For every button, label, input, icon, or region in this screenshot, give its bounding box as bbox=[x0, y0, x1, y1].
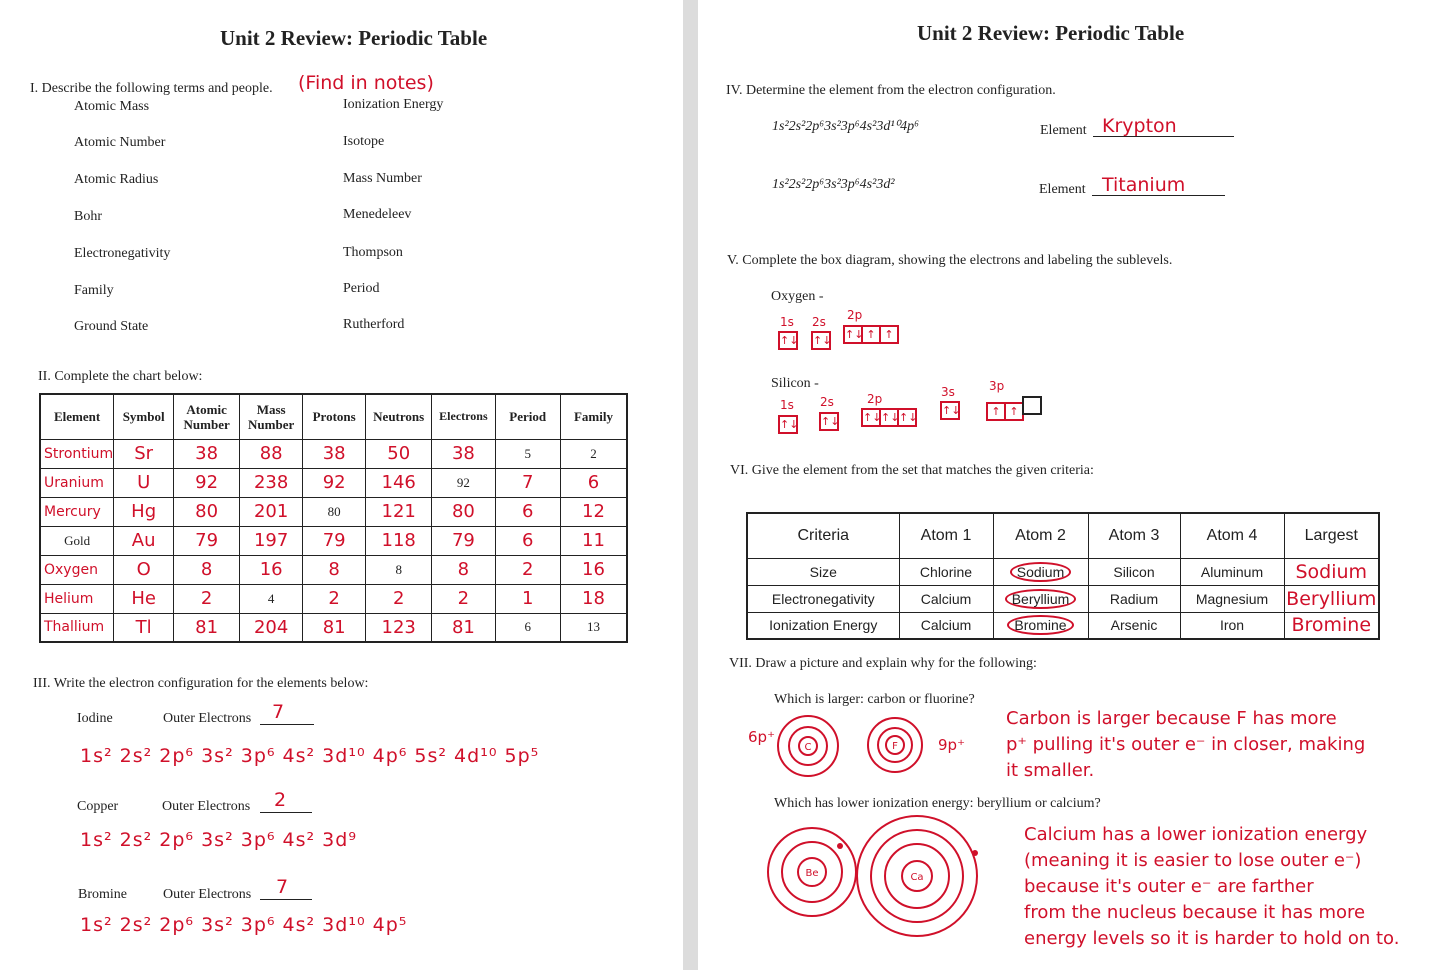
section-iii-prompt: III. Write the electron configuration for the elements below: bbox=[33, 676, 369, 691]
outer-electrons-label: Outer Electrons bbox=[162, 799, 251, 814]
answer-line: energy levels so it is harder to hold on to. bbox=[1024, 928, 1400, 949]
column-header: Largest bbox=[1284, 513, 1379, 558]
answer-blank bbox=[260, 899, 312, 900]
term: Mass Number bbox=[343, 171, 422, 186]
table-cell: Sr bbox=[114, 439, 174, 468]
table-row bbox=[40, 468, 627, 497]
answer-line: Calcium has a lower ionization energy bbox=[1024, 824, 1368, 845]
carbon-fluorine-drawing bbox=[748, 712, 978, 792]
table-cell: 2 bbox=[495, 555, 560, 584]
electron-config-given: 1s²2s²2p⁶3s²3p⁶4s²3d¹⁰4p⁶ bbox=[772, 119, 919, 134]
table-cell: 146 bbox=[366, 468, 432, 497]
page-title: Unit 2 Review: Periodic Table bbox=[220, 26, 488, 50]
sublevel-label: 3s bbox=[941, 385, 955, 399]
table-cell: 11 bbox=[560, 526, 627, 555]
table-cell: Arsenic bbox=[1088, 612, 1180, 639]
page-title: Unit 2 Review: Periodic Table bbox=[917, 21, 1185, 45]
column-header: Element bbox=[40, 394, 114, 439]
table-cell: O bbox=[114, 555, 174, 584]
column-header: Criteria bbox=[747, 513, 899, 558]
table-row bbox=[40, 613, 627, 642]
orbital-group bbox=[819, 412, 840, 431]
orbital-group bbox=[778, 331, 799, 350]
table-cell: 2 bbox=[432, 584, 495, 613]
table-cell: Radium bbox=[1088, 585, 1180, 612]
sublevel-label: 1s bbox=[780, 315, 794, 329]
sublevel-label: 1s bbox=[780, 398, 794, 412]
orbital-box: ↑↓ bbox=[897, 408, 917, 427]
table-cell bbox=[993, 612, 1088, 639]
orbital-box: ↑ bbox=[986, 402, 1006, 421]
table-cell: Oxygen bbox=[40, 555, 114, 584]
column-header: Atom 2 bbox=[993, 513, 1088, 558]
table-cell: 6 bbox=[560, 468, 627, 497]
orbital-group bbox=[843, 325, 897, 344]
answer-carbon-fluorine bbox=[1006, 706, 1365, 784]
table-cell bbox=[993, 585, 1088, 612]
right-page bbox=[698, 0, 1444, 970]
table-cell: 81 bbox=[303, 613, 366, 642]
table-cell: 123 bbox=[366, 613, 432, 642]
table-cell: 204 bbox=[240, 613, 303, 642]
electron-config-answer: 1s² 2s² 2p⁶ 3s² 3p⁶ 4s² 3d¹⁰ 4p⁵ bbox=[80, 914, 408, 936]
table-row bbox=[40, 555, 627, 584]
table-cell: 88 bbox=[240, 439, 303, 468]
left-page bbox=[0, 0, 683, 970]
table-cell: 38 bbox=[174, 439, 240, 468]
element-name: Bromine bbox=[78, 887, 127, 902]
orbital-box: ↑↓ bbox=[940, 401, 960, 420]
table-cell: Electronegativity bbox=[747, 585, 899, 612]
table-row bbox=[40, 439, 627, 468]
table-cell: 6 bbox=[495, 497, 560, 526]
table-cell: 13 bbox=[560, 613, 627, 642]
orbital-box: ↑↓ bbox=[811, 331, 831, 350]
term: Period bbox=[343, 281, 380, 296]
table-cell: 121 bbox=[366, 497, 432, 526]
table-cell: 79 bbox=[174, 526, 240, 555]
table-cell: 38 bbox=[303, 439, 366, 468]
term: Thompson bbox=[343, 245, 403, 260]
beryllium-symbol: Be bbox=[805, 868, 819, 879]
table-cell: 16 bbox=[560, 555, 627, 584]
table-cell: 92 bbox=[303, 468, 366, 497]
table-cell: 8 bbox=[174, 555, 240, 584]
column-header: Symbol bbox=[114, 394, 174, 439]
element-name: Copper bbox=[77, 799, 119, 814]
answer-blank bbox=[260, 812, 312, 813]
carbon-proton-label: 6p⁺ bbox=[748, 728, 775, 746]
table-cell: Iron bbox=[1180, 612, 1284, 639]
orbital-group bbox=[986, 396, 1040, 421]
column-header: Family bbox=[560, 394, 627, 439]
orbital-group bbox=[861, 408, 918, 427]
table-cell: 2 bbox=[303, 584, 366, 613]
table-cell: 7 bbox=[495, 468, 560, 497]
table-cell: 6 bbox=[495, 526, 560, 555]
sublevel-label: 2p bbox=[867, 392, 883, 406]
outer-electrons-answer: 7 bbox=[276, 876, 289, 898]
table-cell: 92 bbox=[432, 468, 495, 497]
table-cell: 80 bbox=[432, 497, 495, 526]
table-cell: Aluminum bbox=[1180, 558, 1284, 585]
sublevel-label: 2s bbox=[812, 315, 826, 329]
column-header: Atom 4 bbox=[1180, 513, 1284, 558]
sublevel-label: 2s bbox=[820, 395, 834, 409]
table-cell: 79 bbox=[432, 526, 495, 555]
table-cell: 8 bbox=[366, 555, 432, 584]
outer-electrons-label: Outer Electrons bbox=[163, 887, 252, 902]
table-cell bbox=[993, 558, 1088, 585]
orbital-group bbox=[778, 415, 799, 434]
fluorine-proton-label: 9p⁺ bbox=[938, 736, 965, 754]
orbital-box: ↑↓ bbox=[778, 415, 798, 434]
table-row bbox=[40, 584, 627, 613]
table-cell: Sodium bbox=[1284, 558, 1379, 585]
outer-electrons-label: Outer Electrons bbox=[163, 711, 252, 726]
criteria-table bbox=[746, 512, 1380, 640]
column-header: Neutrons bbox=[366, 394, 432, 439]
table-cell: 81 bbox=[174, 613, 240, 642]
calcium-symbol: Ca bbox=[910, 872, 924, 883]
answer-line: because it's outer e⁻ are farther bbox=[1024, 876, 1314, 897]
table-cell: 92 bbox=[174, 468, 240, 497]
table-cell: 5 bbox=[495, 439, 560, 468]
outer-electrons-answer: 7 bbox=[272, 701, 285, 723]
table-row bbox=[747, 585, 1379, 612]
table-cell: Size bbox=[747, 558, 899, 585]
element-answer: Titanium bbox=[1102, 174, 1186, 196]
table-cell: 8 bbox=[432, 555, 495, 584]
answer-line: it smaller. bbox=[1006, 760, 1095, 781]
table-cell: Silicon bbox=[1088, 558, 1180, 585]
term: Atomic Number bbox=[74, 135, 166, 150]
electron-config-answer: 1s² 2s² 2p⁶ 3s² 3p⁶ 4s² 3d¹⁰ 4p⁶ 5s² 4d¹⁰ 5p⁵ bbox=[80, 745, 540, 767]
circled-answer: Sodium bbox=[1010, 562, 1071, 582]
table-row bbox=[747, 612, 1379, 639]
section-vii-prompt: VII. Draw a picture and explain why for the following: bbox=[729, 656, 1037, 671]
section-iv-prompt: IV. Determine the element from the electron configuration. bbox=[726, 83, 1056, 98]
element-chart bbox=[39, 393, 628, 643]
section-vi-prompt: VI. Give the element from the set that matches the given criteria: bbox=[730, 463, 1094, 478]
table-cell: Calcium bbox=[899, 612, 993, 639]
table-cell: 197 bbox=[240, 526, 303, 555]
table-cell: 16 bbox=[240, 555, 303, 584]
term: Ground State bbox=[74, 319, 149, 334]
table-cell: Mercury bbox=[40, 497, 114, 526]
table-row bbox=[747, 558, 1379, 585]
column-header: Atom 3 bbox=[1088, 513, 1180, 558]
oxygen-label: Oxygen - bbox=[771, 289, 824, 304]
orbital-box: ↑↓ bbox=[879, 408, 899, 427]
table-cell: 201 bbox=[240, 497, 303, 526]
term: Rutherford bbox=[343, 317, 405, 332]
table-cell: Calcium bbox=[899, 585, 993, 612]
element-label: Element bbox=[1039, 182, 1086, 197]
table-cell: 4 bbox=[240, 584, 303, 613]
answer-line: Carbon is larger because F has more bbox=[1006, 708, 1337, 729]
outer-electrons-answer: 2 bbox=[274, 789, 287, 811]
silicon-label: Silicon - bbox=[771, 376, 819, 391]
answer-line: (meaning it is easier to lose outer e⁻) bbox=[1024, 850, 1362, 871]
chart-header-row bbox=[40, 394, 627, 439]
electron-config-answer: 1s² 2s² 2p⁶ 3s² 3p⁶ 4s² 3d⁹ bbox=[80, 829, 357, 851]
table-cell: Thallium bbox=[40, 613, 114, 642]
term: Ionization Energy bbox=[343, 97, 444, 112]
table-cell: Au bbox=[114, 526, 174, 555]
table-cell: 2 bbox=[366, 584, 432, 613]
beryllium-calcium-drawing bbox=[764, 818, 1014, 968]
term: Family bbox=[74, 283, 114, 298]
table-cell: 2 bbox=[560, 439, 627, 468]
circled-answer: Beryllium bbox=[1005, 589, 1077, 609]
element-name: Iodine bbox=[77, 711, 113, 726]
orbital-box: ↑↓ bbox=[861, 408, 881, 427]
term: Menedeleev bbox=[343, 207, 412, 222]
table-cell: 38 bbox=[432, 439, 495, 468]
orbital-box: ↑↓ bbox=[819, 412, 839, 431]
table-cell: Bromine bbox=[1284, 612, 1379, 639]
table-cell: Gold bbox=[40, 526, 114, 555]
term: Electronegativity bbox=[74, 246, 171, 261]
section-i-prompt: I. Describe the following terms and people. bbox=[30, 81, 273, 96]
orbital-box: ↑↓ bbox=[778, 331, 798, 350]
table-cell: Chlorine bbox=[899, 558, 993, 585]
term: Atomic Mass bbox=[74, 99, 150, 114]
table-cell: 118 bbox=[366, 526, 432, 555]
table-cell: Helium bbox=[40, 584, 114, 613]
table-row bbox=[40, 526, 627, 555]
term: Atomic Radius bbox=[74, 172, 159, 187]
column-header: Protons bbox=[303, 394, 366, 439]
question-carbon-fluorine: Which is larger: carbon or fluorine? bbox=[774, 692, 975, 707]
criteria-header-row bbox=[747, 513, 1379, 558]
orbital-box: ↑↓ bbox=[843, 325, 863, 344]
find-in-notes-note: (Find in notes) bbox=[298, 72, 434, 94]
table-cell: 80 bbox=[303, 497, 366, 526]
table-row bbox=[40, 497, 627, 526]
table-cell: Uranium bbox=[40, 468, 114, 497]
table-cell: 8 bbox=[303, 555, 366, 584]
table-cell: 2 bbox=[174, 584, 240, 613]
table-cell: Magnesium bbox=[1180, 585, 1284, 612]
answer-blank bbox=[260, 724, 314, 725]
table-cell: Beryllium bbox=[1284, 585, 1379, 612]
table-cell: 1 bbox=[495, 584, 560, 613]
table-cell: 79 bbox=[303, 526, 366, 555]
table-cell: Ionization Energy bbox=[747, 612, 899, 639]
answer-line: from the nucleus because it has more bbox=[1024, 902, 1366, 923]
column-header: Atomic Number bbox=[174, 394, 240, 439]
column-header: Electrons bbox=[432, 394, 495, 439]
table-cell: 18 bbox=[560, 584, 627, 613]
electron-config-given: 1s²2s²2p⁶3s²3p⁶4s²3d² bbox=[772, 177, 895, 192]
section-v-prompt: V. Complete the box diagram, showing the electrons and labeling the sublevels. bbox=[727, 253, 1173, 268]
table-cell: Tl bbox=[114, 613, 174, 642]
orbital-group bbox=[940, 401, 961, 420]
orbital-box bbox=[1022, 396, 1042, 415]
orbital-box: ↑ bbox=[1004, 402, 1024, 421]
answer-beryllium-calcium bbox=[1024, 822, 1399, 952]
table-cell: 12 bbox=[560, 497, 627, 526]
table-cell: 80 bbox=[174, 497, 240, 526]
carbon-symbol: C bbox=[804, 742, 812, 753]
section-ii-prompt: II. Complete the chart below: bbox=[38, 369, 203, 384]
fluorine-symbol: F bbox=[892, 741, 898, 752]
table-cell: U bbox=[114, 468, 174, 497]
term: Bohr bbox=[74, 209, 102, 224]
column-header: Atom 1 bbox=[899, 513, 993, 558]
element-label: Element bbox=[1040, 123, 1087, 138]
sublevel-label: 3p bbox=[989, 379, 1005, 393]
table-cell: 50 bbox=[366, 439, 432, 468]
element-answer: Krypton bbox=[1102, 115, 1177, 137]
circled-answer: Bromine bbox=[1007, 615, 1073, 635]
orbital-box: ↑ bbox=[879, 325, 899, 344]
sublevel-label: 2p bbox=[847, 308, 863, 322]
question-beryllium-calcium: Which has lower ionization energy: beryllium or calcium? bbox=[774, 796, 1101, 811]
table-cell: Hg bbox=[114, 497, 174, 526]
term: Isotope bbox=[343, 134, 385, 149]
table-cell: 238 bbox=[240, 468, 303, 497]
column-header: Period bbox=[495, 394, 560, 439]
table-cell: He bbox=[114, 584, 174, 613]
orbital-group bbox=[811, 331, 832, 350]
orbital-box: ↑ bbox=[861, 325, 881, 344]
column-header: Mass Number bbox=[240, 394, 303, 439]
answer-line: p⁺ pulling it's outer e⁻ in closer, making bbox=[1006, 734, 1366, 755]
table-cell: 81 bbox=[432, 613, 495, 642]
table-cell: 6 bbox=[495, 613, 560, 642]
table-cell: Strontium bbox=[40, 439, 114, 468]
